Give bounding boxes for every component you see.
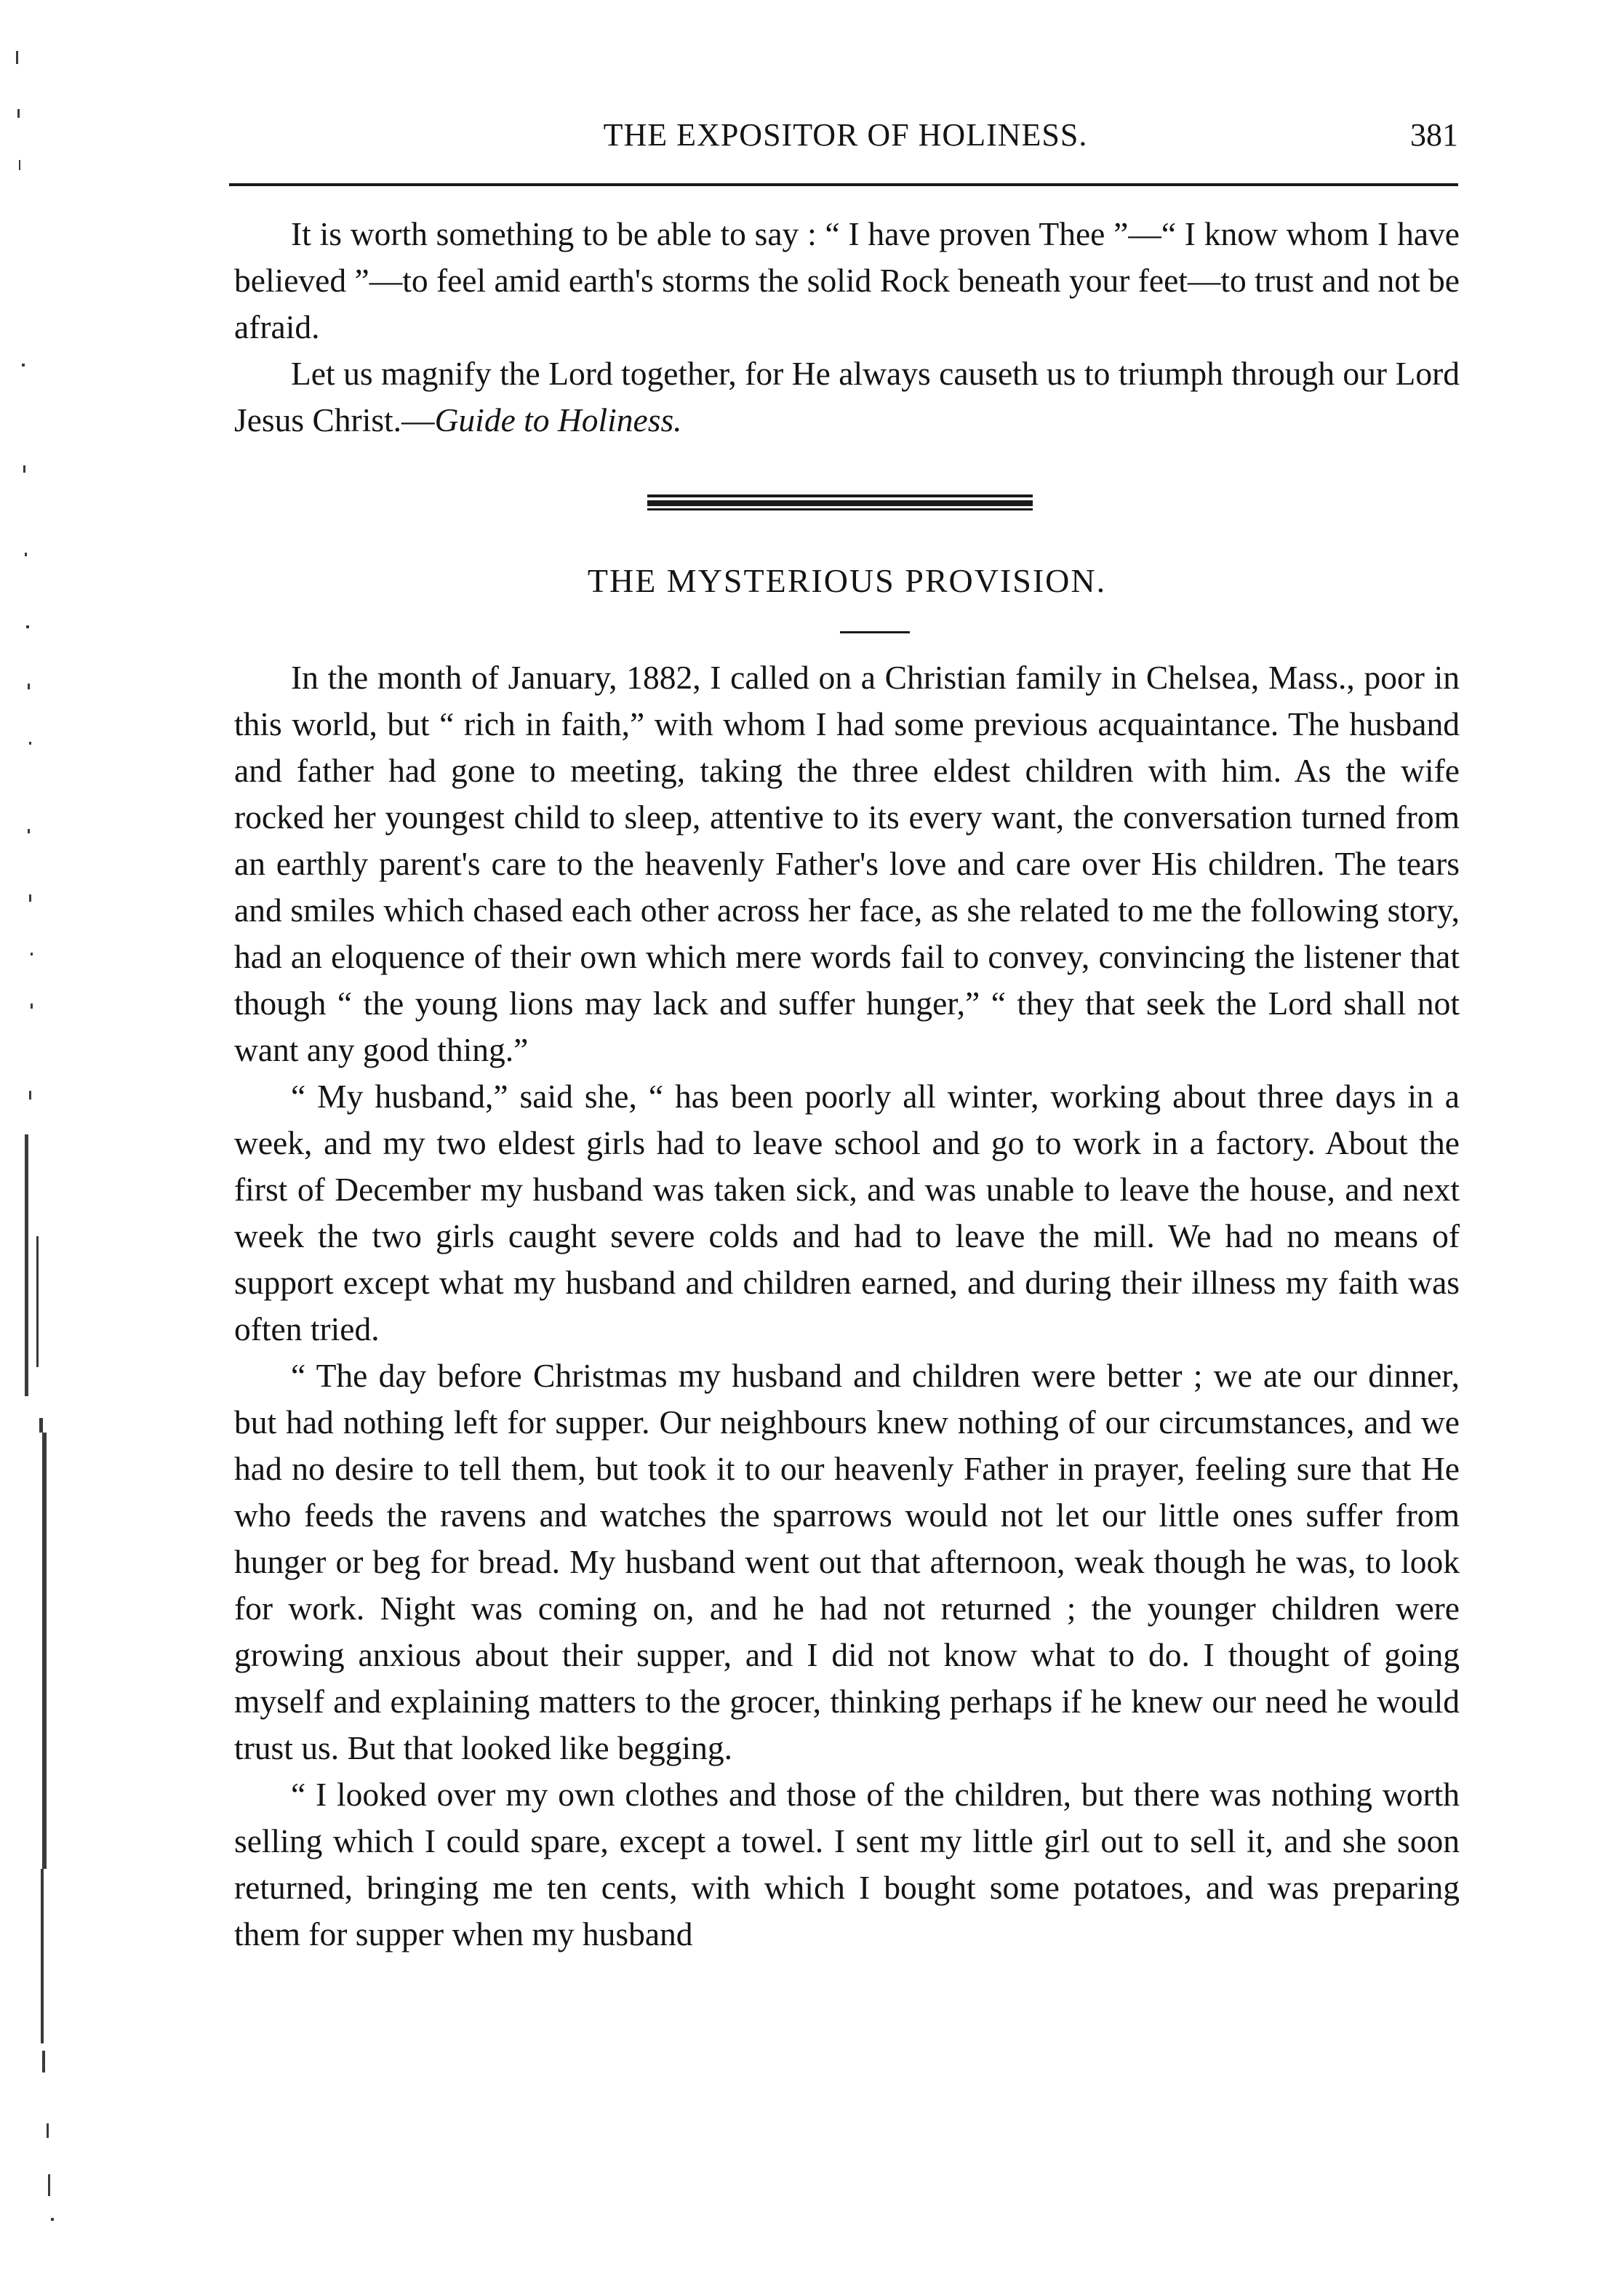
section-divider-ornament	[647, 494, 1033, 510]
page-number: 381	[1410, 117, 1458, 153]
article-paragraph: “ I looked over my own clothes and those of the children, but there was nothing worth selling which I could spare, except a towel. I sent my little girl out to sell it, and she soon returned, bringing me ten cents, with which I bought some potatoes, and was preparing them for supper when my husband	[234, 1776, 1460, 1952]
title-rule	[840, 631, 910, 633]
source-citation: Guide to Holiness.	[434, 401, 682, 438]
intro-paragraph	[234, 351, 1460, 444]
article-title: THE MYSTERIOUS PROVISION.	[587, 562, 1107, 599]
article-paragraph: “ My husband,” said she, “ has been poorly all winter, working about three days in a week, and my two eldest girls had to leave school and go to work in a factory. About the first of December my husband was taken sick, and was unable to leave the house, and next week the two girls caught severe colds and had to leave the mill. We had no means of support except what my husband and children earned, and during their illness my faith was often tried.	[234, 1078, 1460, 1347]
article-paragraph: In the month of January, 1882, I called on a Christian family in Chelsea, Mass., poor in this world, but “ rich in faith,” with whom I had some previous acquaintance. The husband and father had gone to meeting, taking the three eldest children with him. As the wife rocked her youngest child to sleep, attentive to its every want, the conversation turned from an earthly parent's care to the heavenly Father's love and care over His children. The tears and smiles which chased each other across her face, as she related to me the following story, had an eloquence of their own which mere words fail to convey, convincing the listener that though “ the young lions may lack and suffer hunger,” “ they that seek the Lord shall not want any good thing.”	[234, 659, 1460, 1068]
article-paragraph: “ The day before Christmas my husband and children were better ; we ate our dinner, but had nothing left for supper. Our neighbours knew nothing of our circumstances, and we had no desire to tell them, but took it to our heavenly Father in prayer, feeling sure that He who feeds the ravens and watches the sparrows would not let our little ones suffer from hunger or beg for bread. My husband went out that afternoon, weak though he was, to look for work. Night was coming on, and he had not returned ; the younger children were growing anxious about their supper, and I did not know what to do. I thought of going myself and explaining matters to the grocer, thinking perhaps if he knew our need he would trust us. But that looked like begging.	[234, 1357, 1460, 1766]
intro-paragraph: It is worth something to be able to say : “ I have proven Thee ”—“ I know whom I have believed ”—to feel amid earth's storms the solid Rock beneath your feet—to trust and not be afraid.	[234, 215, 1460, 345]
page-header	[233, 116, 1458, 167]
running-title: THE EXPOSITOR OF HOLINESS.	[603, 117, 1088, 153]
article-body	[234, 654, 1460, 1958]
header-rule	[229, 183, 1458, 186]
scan-edge-marks	[15, 44, 73, 2269]
intro-paragraph-text: Let us magnify the Lord together, for He always causeth us to triumph through our Lord Jesus Christ.—	[234, 355, 1460, 438]
intro-text	[234, 211, 1460, 444]
